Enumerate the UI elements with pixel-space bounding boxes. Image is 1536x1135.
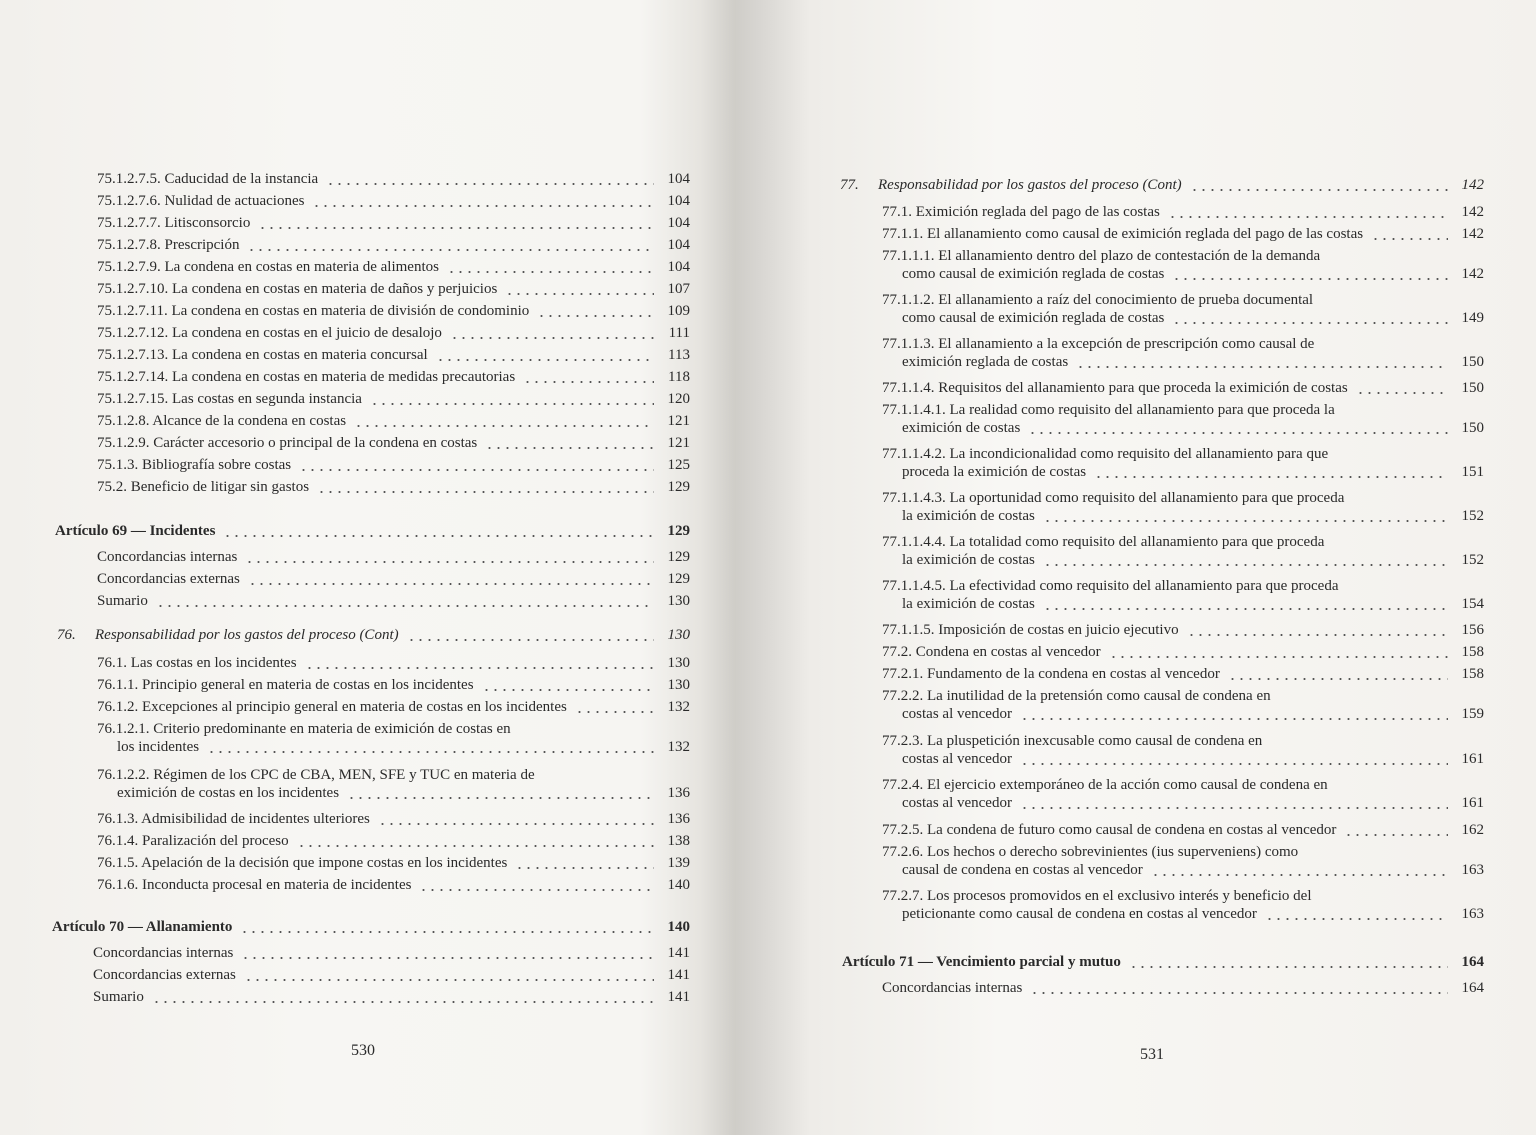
toc-page: 140 (667, 919, 690, 935)
toc-entry[interactable] (882, 401, 1484, 437)
toc-label: Artículo 69 — Incidentes (55, 523, 216, 539)
toc-page: 104 (667, 259, 690, 275)
toc-label: 75.1.2.7.8. Prescripción (97, 237, 240, 253)
toc-page: 107 (667, 281, 690, 297)
toc-label: 77.1.1.4.1. La realidad como requisito del allanamiento para que proceda la (882, 402, 1335, 418)
leader-dots (1190, 189, 1448, 191)
toc-entry[interactable] (97, 368, 690, 386)
toc-entry[interactable] (882, 489, 1484, 525)
toc-entry[interactable] (882, 843, 1484, 879)
toc-entry[interactable] (882, 979, 1484, 997)
toc-label: 77.1. Eximición reglada del pago de las costas (882, 204, 1160, 220)
toc-section-number: 76. (57, 627, 76, 643)
toc-page: 142 (1461, 266, 1484, 282)
toc-label: 75.1.2.7.11. La condena en costas en materia de división de condominio (97, 303, 530, 319)
toc-label: 75.1.2.7.12. La condena en costas en el juicio de desalojo (97, 325, 442, 341)
toc-entry[interactable] (882, 687, 1484, 723)
toc-page: 120 (667, 391, 690, 407)
toc-entry[interactable] (93, 944, 690, 962)
leader-dots (485, 447, 654, 449)
toc-page: 104 (667, 237, 690, 253)
leader-dots (1172, 322, 1448, 324)
toc-page: 132 (667, 699, 690, 715)
toc-page: 159 (1461, 706, 1484, 722)
toc-entry[interactable] (882, 247, 1484, 283)
toc-page: 161 (1461, 751, 1484, 767)
toc-label: 75.1.2.7.7. Litisconsorcio (97, 215, 251, 231)
leader-dots (258, 227, 654, 229)
toc-label: 77.2.5. La condena de futuro como causal de condena en costas al vencedor (882, 822, 1337, 838)
toc-page: 156 (1461, 622, 1484, 638)
toc-label: 75.2. Beneficio de litigar sin gastos (97, 479, 310, 495)
toc-label: Sumario (93, 989, 144, 1005)
toc-label: 75.1.2.7.9. La condena en costas en materia de alimentos (97, 259, 439, 275)
toc-entry[interactable] (882, 665, 1484, 683)
leader-dots (1168, 216, 1448, 218)
toc-label: 77.2. Condena en costas al vencedor (882, 644, 1101, 660)
toc-label: 76.1.6. Inconducta procesal en materia de incidentes (97, 877, 412, 893)
toc-entry[interactable] (882, 643, 1484, 661)
page-number: 530 (351, 1042, 375, 1059)
toc-label: Concordancias internas (93, 945, 234, 961)
toc-entry[interactable] (97, 654, 690, 672)
toc-page: 142 (1461, 226, 1484, 242)
toc-page: 150 (1461, 420, 1484, 436)
leader-dots (305, 667, 654, 669)
toc-label: 77.1.1. El allanamiento como causal de eximición reglada del pago de las costas (882, 226, 1364, 242)
toc-entry[interactable] (97, 592, 690, 610)
leader-dots (1020, 718, 1448, 720)
toc-page: 138 (667, 833, 690, 849)
toc-entry[interactable] (97, 478, 690, 496)
toc-label: Responsabilidad por los gastos del proceso (Cont) (878, 177, 1182, 193)
toc-label: 77.1.1.4.3. La oportunidad como requisito del allanamiento para que proceda (882, 490, 1345, 506)
leader-dots (370, 403, 654, 405)
toc-label: 75.1.3. Bibliografía sobre costas (97, 457, 292, 473)
leader-dots (515, 867, 654, 869)
leader-dots (1187, 634, 1448, 636)
toc-label: 76.1.5. Apelación de la decisión que impone costas en los incidentes (97, 855, 508, 871)
toc-entry[interactable] (93, 966, 690, 984)
toc-entry[interactable] (97, 832, 690, 850)
toc-entry[interactable] (882, 335, 1484, 371)
toc-entry[interactable] (97, 570, 690, 588)
toc-entry[interactable] (93, 988, 690, 1006)
toc-page: 140 (667, 877, 690, 893)
toc-label-continued: costas al vencedor (902, 706, 1012, 722)
leader-dots (575, 711, 654, 713)
toc-page: 154 (1461, 596, 1484, 612)
leader-dots (1228, 678, 1448, 680)
toc-label-continued: como causal de eximición reglada de costas (902, 310, 1165, 326)
toc-page: 164 (1461, 954, 1484, 970)
leader-dots (1043, 564, 1448, 566)
toc-page: 132 (667, 739, 690, 755)
leader-dots (312, 205, 654, 207)
toc-page: 162 (1461, 822, 1484, 838)
toc-label: 76.1.2.1. Criterio predominante en materia de eximición de costas en (97, 721, 511, 737)
toc-label: 75.1.2.7.14. La condena en costas en materia de medidas precautorias (97, 369, 516, 385)
toc-entry[interactable] (882, 776, 1484, 812)
leader-dots (1371, 238, 1448, 240)
leader-dots (1020, 807, 1448, 809)
leader-dots (1129, 966, 1448, 968)
leader-dots (1020, 763, 1448, 765)
toc-entry[interactable] (882, 533, 1484, 569)
toc-label-continued: eximición de costas (902, 420, 1021, 436)
toc-article-heading[interactable] (52, 918, 690, 936)
toc-page: 118 (668, 369, 690, 385)
toc-page: 163 (1461, 862, 1484, 878)
toc-entry[interactable] (882, 887, 1484, 923)
toc-section-number: 77. (840, 177, 859, 193)
leader-dots (1151, 874, 1448, 876)
toc-page: 136 (667, 785, 690, 801)
toc-label: 77.2.6. Los hechos o derecho sobrevinientes (ius superveniens) como (882, 844, 1299, 860)
leader-dots (247, 249, 654, 251)
toc-label-continued: los incidentes (117, 739, 200, 755)
toc-page: 158 (1461, 666, 1484, 682)
toc-page: 142 (1461, 177, 1484, 193)
toc-label: 77.1.1.3. El allanamiento a la excepción de prescripción como causal de (882, 336, 1315, 352)
leader-dots (537, 315, 654, 317)
toc-label: 76.1.1. Principio general en materia de costas en los incidentes (97, 677, 474, 693)
toc-page: 129 (667, 549, 690, 565)
toc-label: Concordancias externas (93, 967, 236, 983)
toc-entry[interactable] (97, 324, 690, 342)
toc-page: 125 (667, 457, 690, 473)
leader-dots (354, 425, 654, 427)
toc-label-continued: la eximición de costas (902, 552, 1035, 568)
toc-label-continued: la eximición de costas (902, 596, 1035, 612)
toc-entry[interactable] (97, 676, 690, 694)
leader-dots (505, 293, 654, 295)
toc-page: 151 (1461, 464, 1484, 480)
leader-dots (1030, 992, 1448, 994)
toc-label-continued: la eximición de costas (902, 508, 1035, 524)
toc-page: 141 (667, 989, 690, 1005)
toc-label-continued: costas al vencedor (902, 795, 1012, 811)
leader-dots (244, 979, 654, 981)
leader-dots (1094, 476, 1448, 478)
toc-entry[interactable] (97, 698, 690, 716)
toc-entry[interactable] (882, 291, 1484, 327)
toc-label: 76.1.2. Excepciones al principio general en materia de costas en los incidentes (97, 699, 567, 715)
toc-label: Artículo 70 — Allanamiento (52, 919, 233, 935)
toc-page: 164 (1461, 980, 1484, 996)
toc-page: 129 (667, 571, 690, 587)
toc-page: 141 (667, 945, 690, 961)
leader-dots (156, 605, 654, 607)
toc-page: 104 (667, 215, 690, 231)
toc-page: 113 (668, 347, 690, 363)
leader-dots (1043, 520, 1448, 522)
toc-entry[interactable] (882, 445, 1484, 481)
toc-page: 121 (667, 435, 690, 451)
toc-label: 75.1.2.7.15. Las costas en segunda instancia (97, 391, 362, 407)
toc-label: 77.1.1.4.4. La totalidad como requisito del allanamiento para que proceda (882, 534, 1325, 550)
leader-dots (299, 469, 654, 471)
toc-label: 76.1.3. Admisibilidad de incidentes ulteriores (97, 811, 370, 827)
leader-dots (450, 337, 654, 339)
toc-label: 76.1.4. Paralización del proceso (97, 833, 289, 849)
toc-entry[interactable] (97, 192, 690, 210)
leader-dots (245, 561, 654, 563)
toc-entry[interactable] (97, 456, 690, 474)
toc-label: 77.2.7. Los procesos promovidos en el exclusivo interés y beneficio del (882, 888, 1312, 904)
toc-page: 130 (667, 655, 690, 671)
leader-dots (1043, 608, 1448, 610)
toc-page: 136 (667, 811, 690, 827)
toc-label-continued: eximición de costas en los incidentes (117, 785, 340, 801)
toc-page: 109 (667, 303, 690, 319)
toc-page: 150 (1461, 380, 1484, 396)
toc-entry[interactable] (882, 225, 1484, 243)
toc-entry[interactable] (97, 548, 690, 566)
page-number: 531 (1140, 1046, 1164, 1063)
toc-label-continued: causal de condena en costas al vencedor (902, 862, 1143, 878)
leader-dots (447, 271, 654, 273)
toc-page: 130 (667, 677, 690, 693)
toc-label: 75.1.2.8. Alcance de la condena en costas (97, 413, 347, 429)
toc-label: 77.1.1.5. Imposición de costas en juicio ejecutivo (882, 622, 1179, 638)
leader-dots (240, 931, 654, 933)
toc-page: 149 (1461, 310, 1484, 326)
toc-entry[interactable] (882, 379, 1484, 397)
toc-page: 163 (1461, 906, 1484, 922)
leader-dots (326, 183, 654, 185)
toc-page: 139 (667, 855, 690, 871)
leader-dots (523, 381, 654, 383)
toc-label: 77.1.1.1. El allanamiento dentro del plazo de contestación de la demanda (882, 248, 1321, 264)
toc-entry[interactable] (97, 766, 690, 802)
toc-entry[interactable] (97, 810, 690, 828)
leader-dots (436, 359, 654, 361)
toc-entry[interactable] (97, 720, 690, 756)
toc-entry[interactable] (97, 214, 690, 232)
toc-label: 77.2.2. La inutilidad de la pretensión como causal de condena en (882, 688, 1271, 704)
toc-page: 121 (667, 413, 690, 429)
toc-label: 75.1.2.9. Carácter accesorio o principal de la condena en costas (97, 435, 478, 451)
toc-label: 77.1.1.2. El allanamiento a raíz del conocimiento de prueba documental (882, 292, 1314, 308)
leader-dots (207, 751, 654, 753)
toc-page: 152 (1461, 552, 1484, 568)
leader-dots (1028, 432, 1448, 434)
toc-label: Sumario (97, 593, 148, 609)
toc-label: 77.1.1.4.5. La efectividad como requisito del allanamiento para que proceda (882, 578, 1339, 594)
toc-entry[interactable] (97, 258, 690, 276)
leader-dots (223, 535, 654, 537)
leader-dots (317, 491, 654, 493)
toc-label-continued: costas al vencedor (902, 751, 1012, 767)
toc-label-continued: como causal de eximición reglada de costas (902, 266, 1165, 282)
toc-page: 130 (667, 627, 690, 643)
toc-entry[interactable] (97, 302, 690, 320)
leader-dots (152, 1001, 654, 1003)
leader-dots (1265, 918, 1448, 920)
toc-entry[interactable] (97, 876, 690, 894)
leader-dots (378, 823, 654, 825)
toc-entry[interactable] (882, 203, 1484, 221)
toc-section-heading[interactable] (840, 176, 1484, 194)
leader-dots (248, 583, 654, 585)
toc-page: 130 (667, 593, 690, 609)
toc-entry[interactable] (882, 577, 1484, 613)
leader-dots (482, 689, 654, 691)
toc-page: 111 (668, 325, 690, 341)
toc-entry[interactable] (882, 621, 1484, 639)
toc-page: 150 (1461, 354, 1484, 370)
toc-label: 75.1.2.7.10. La condena en costas en materia de daños y perjuicios (97, 281, 498, 297)
leader-dots (419, 889, 654, 891)
toc-entry[interactable] (882, 821, 1484, 839)
toc-page: 104 (667, 171, 690, 187)
toc-label-continued: proceda la eximición de costas (902, 464, 1087, 480)
toc-page: 158 (1461, 644, 1484, 660)
toc-label: 77.2.3. La pluspetición inexcusable como causal de condena en (882, 733, 1263, 749)
leader-dots (1356, 392, 1448, 394)
toc-label: 77.2.1. Fundamento de la condena en costas al vencedor (882, 666, 1220, 682)
toc-label: Concordancias internas (97, 549, 238, 565)
toc-label: 75.1.2.7.5. Caducidad de la instancia (97, 171, 319, 187)
toc-label: 75.1.2.7.6. Nulidad de actuaciones (97, 193, 305, 209)
toc-label: Concordancias internas (882, 980, 1023, 996)
toc-entry[interactable] (97, 412, 690, 430)
leader-dots (1109, 656, 1448, 658)
toc-entry[interactable] (882, 732, 1484, 768)
toc-entry[interactable] (97, 346, 690, 364)
toc-page: 142 (1461, 204, 1484, 220)
toc-entry[interactable] (97, 280, 690, 298)
leader-dots (1076, 366, 1448, 368)
toc-label: Artículo 71 — Vencimiento parcial y mutuo (842, 954, 1121, 970)
toc-label-continued: eximición reglada de costas (902, 354, 1069, 370)
toc-label: 77.2.4. El ejercicio extemporáneo de la acción como causal de condena en (882, 777, 1328, 793)
toc-page: 152 (1461, 508, 1484, 524)
toc-section-heading[interactable] (57, 626, 690, 644)
leader-dots (1172, 278, 1448, 280)
toc-label: Responsabilidad por los gastos del proceso (Cont) (95, 627, 399, 643)
toc-article-heading[interactable] (842, 953, 1484, 971)
toc-entry[interactable] (97, 854, 690, 872)
toc-label: Concordancias externas (97, 571, 240, 587)
toc-entry[interactable] (97, 170, 690, 188)
toc-page: 104 (667, 193, 690, 209)
toc-label: 76.1.2.2. Régimen de los CPC de CBA, MEN, SFE y TUC en materia de (97, 767, 535, 783)
leader-dots (297, 845, 654, 847)
toc-entry[interactable] (97, 390, 690, 408)
toc-article-heading[interactable] (55, 522, 690, 540)
leader-dots (1344, 834, 1448, 836)
leader-dots (347, 797, 654, 799)
toc-page: 129 (667, 479, 690, 495)
toc-label: 76.1. Las costas en los incidentes (97, 655, 297, 671)
toc-entry[interactable] (97, 434, 690, 452)
toc-page: 141 (667, 967, 690, 983)
toc-entry[interactable] (97, 236, 690, 254)
leader-dots (407, 639, 654, 641)
leader-dots (241, 957, 654, 959)
toc-label: 77.1.1.4.2. La incondicionalidad como requisito del allanamiento para que (882, 446, 1329, 462)
toc-label: 77.1.1.4. Requisitos del allanamiento para que proceda la eximición de costas (882, 380, 1348, 396)
toc-label: 75.1.2.7.13. La condena en costas en materia concursal (97, 347, 428, 363)
toc-page: 129 (667, 523, 690, 539)
toc-page: 161 (1461, 795, 1484, 811)
toc-label-continued: peticionante como causal de condena en costas al vencedor (902, 906, 1257, 922)
